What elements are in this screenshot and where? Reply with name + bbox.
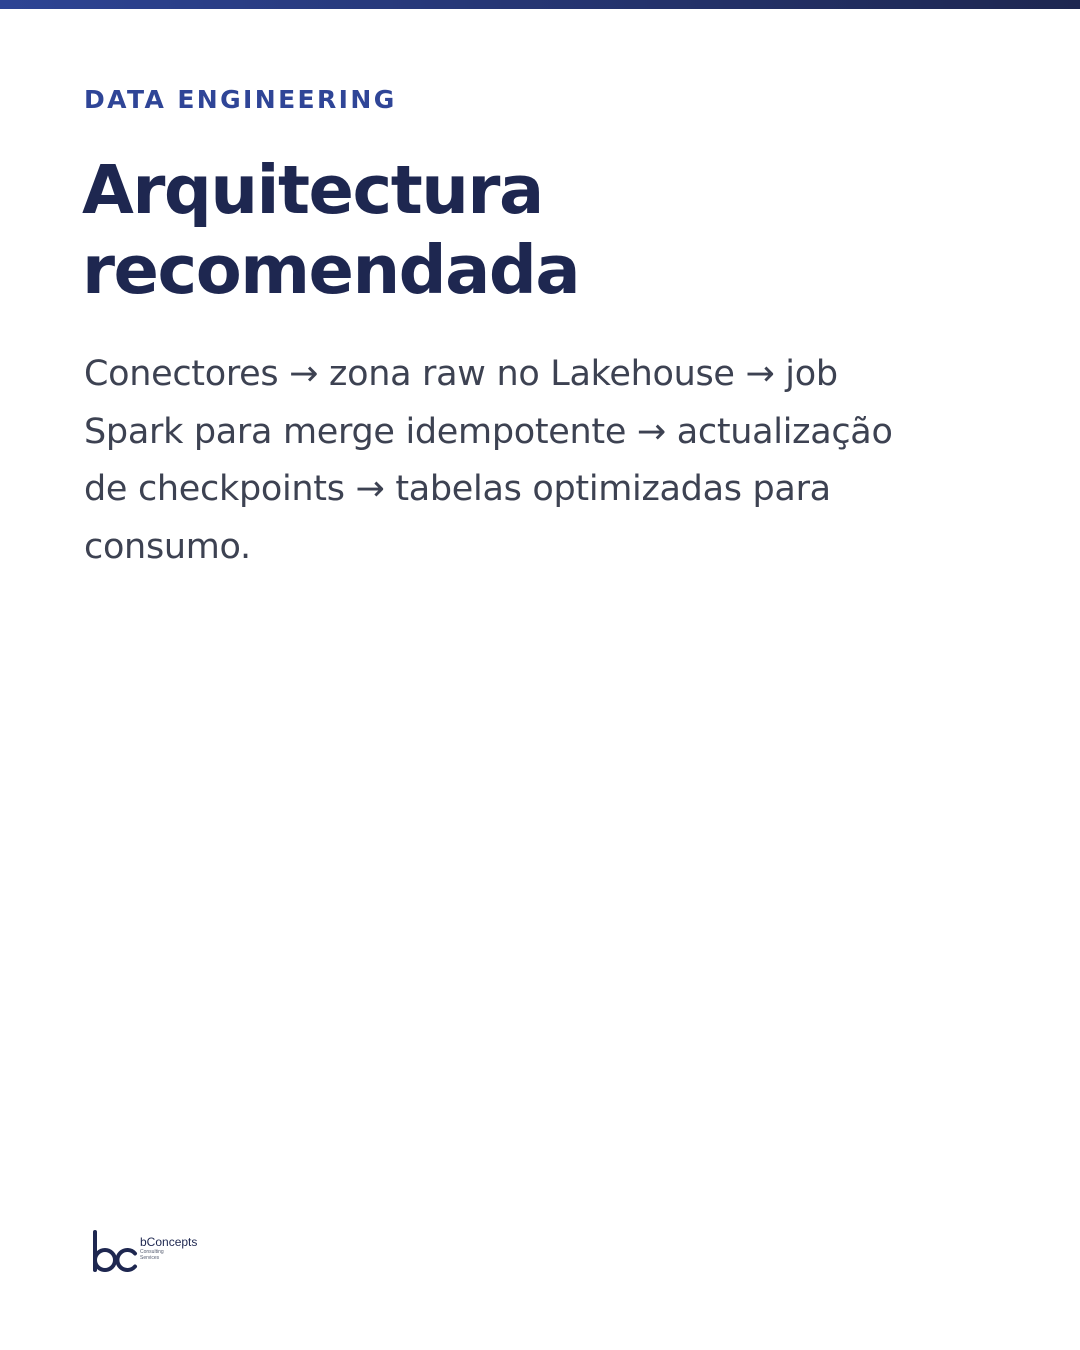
page-title bbox=[82, 150, 982, 310]
page-title-line-2: recomendada bbox=[82, 231, 580, 309]
logo-b-bowl bbox=[95, 1250, 115, 1270]
logo-wordmark bbox=[140, 1236, 197, 1261]
logo-name: bConcepts bbox=[140, 1235, 198, 1249]
page-title-line-1: Arquitectura bbox=[82, 151, 543, 229]
bc-logo-icon bbox=[90, 1228, 138, 1276]
section-eyebrow: DATA ENGINEERING bbox=[84, 85, 397, 114]
top-accent-bar bbox=[0, 0, 1080, 9]
logo-c-arc bbox=[117, 1250, 135, 1270]
brand-logo bbox=[90, 1228, 197, 1276]
logo-tagline-line-1: Consulting bbox=[140, 1249, 164, 1255]
architecture-description: Conectores → zona raw no Lakehouse → job Spark para merge idempotente → actualização de checkpoints → tabelas optimizadas para consumo. bbox=[84, 354, 893, 567]
logo-tagline-line-2: Services bbox=[140, 1255, 160, 1261]
